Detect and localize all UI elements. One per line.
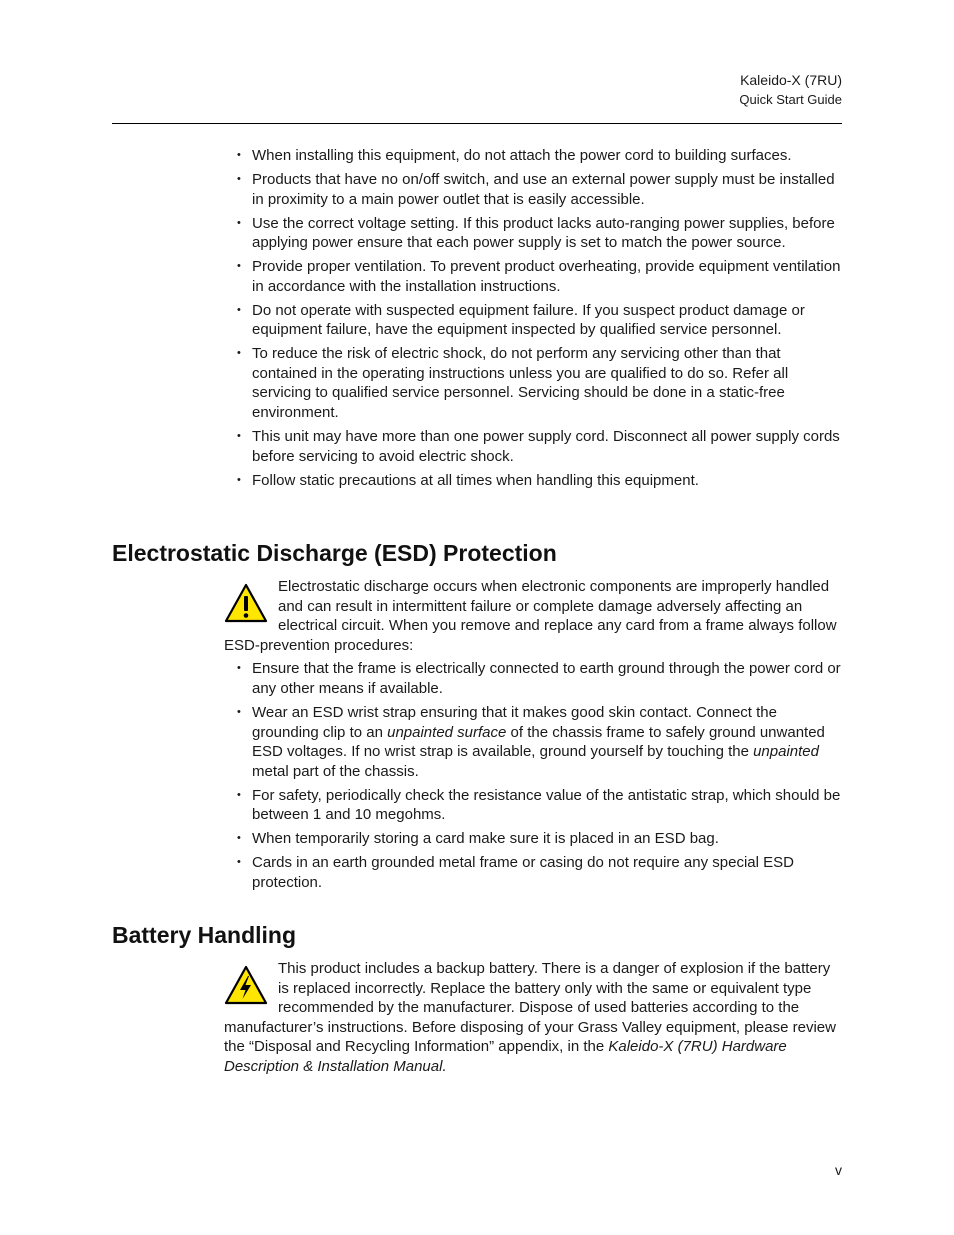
list-item: • For safety, periodically check the resistance value of the antistatic strap, which should be between 1 and 10 megohms. bbox=[224, 786, 842, 825]
electrical-hazard-icon bbox=[224, 965, 268, 1005]
document-title: Kaleido-X (7RU) bbox=[740, 72, 842, 88]
battery-heading: Battery Handling bbox=[112, 922, 297, 948]
esd-intro bbox=[224, 577, 842, 655]
list-item: • Products that have no on/off switch, and use an external power supply must be installed in proximity to a main power outlet that is easily accessible. bbox=[224, 170, 842, 209]
text-run: of the chassis frame to safely ground unwanted ESD voltages. If no wrist strap is available, ground yourself by touching the bbox=[252, 723, 825, 761]
esd-intro-text: Electrostatic discharge occurs when electronic components are improperly handled and can result in intermittent failure or complete damage adversely affecting an electrical circuit. When you remove and replace any card from a frame always follow ESD-prevention procedures: bbox=[224, 578, 837, 654]
esd-heading: Electrostatic Discharge (ESD) Protection bbox=[112, 540, 557, 566]
battery-text bbox=[224, 959, 842, 1077]
list-item: • Cards in an earth grounded metal frame or casing do not require any special ESD protection. bbox=[224, 853, 842, 892]
esd-procedure-list bbox=[224, 659, 842, 892]
list-item: • Use the correct voltage setting. If this product lacks auto-ranging power supplies, before applying power ensure that each power supply is set to match the power source. bbox=[224, 214, 842, 253]
battery-text-main: This product includes a backup battery. There is a danger of explosion if the battery is replaced incorrectly. Replace the battery only with the same or equivalent type recommended by the manufacturer. Dispose of used batteries according to the manufacturer’s instructions. Before disposing of your Grass Valley equipment, please review the “Disposal and Recycling Information” appendix, in the bbox=[224, 960, 836, 1056]
text-run: metal part of the chassis. bbox=[252, 762, 419, 780]
document-subtitle: Quick Start Guide bbox=[739, 92, 842, 107]
emphasis: unpainted bbox=[753, 743, 819, 761]
safety-list-container bbox=[224, 146, 842, 495]
list-item: • When temporarily storing a card make sure it is placed in an ESD bag. bbox=[224, 829, 842, 849]
text-run: Wear an ESD wrist strap ensuring that it makes good skin contact. Connect the grounding clip to an bbox=[252, 703, 777, 741]
running-header bbox=[739, 71, 842, 109]
page-number: v bbox=[835, 1162, 842, 1178]
manual-title: Kaleido-X (7RU) Hardware Description & Installation Manual. bbox=[224, 1038, 787, 1075]
list-item: • When installing this equipment, do not attach the power cord to building surfaces. bbox=[224, 146, 842, 166]
header-divider bbox=[112, 123, 842, 124]
esd-section bbox=[224, 577, 842, 897]
list-item: • Provide proper ventilation. To prevent product overheating, provide equipment ventilation in accordance with the installation instructions. bbox=[224, 257, 842, 296]
emphasis: unpainted surface bbox=[387, 723, 507, 741]
list-item: • Do not operate with suspected equipment failure. If you suspect product damage or equipment failure, have the equipment inspected by qualified service personnel. bbox=[224, 301, 842, 340]
list-item: • This unit may have more than one power supply cord. Disconnect all power supply cords before servicing to avoid electric shock. bbox=[224, 427, 842, 466]
list-item: • To reduce the risk of electric shock, do not perform any servicing other than that contained in the operating instructions unless you are qualified to do so. Refer all servicing to qualified service personnel. Servicing should be done in a static-free environment. bbox=[224, 344, 842, 422]
list-item: • Follow static precautions at all times when handling this equipment. bbox=[224, 471, 842, 491]
caution-icon bbox=[224, 583, 268, 623]
list-item bbox=[224, 703, 842, 781]
list-item: • Ensure that the frame is electrically connected to earth ground through the power cord or any other means if available. bbox=[224, 659, 842, 698]
safety-list bbox=[224, 146, 842, 490]
battery-section bbox=[224, 959, 842, 1077]
